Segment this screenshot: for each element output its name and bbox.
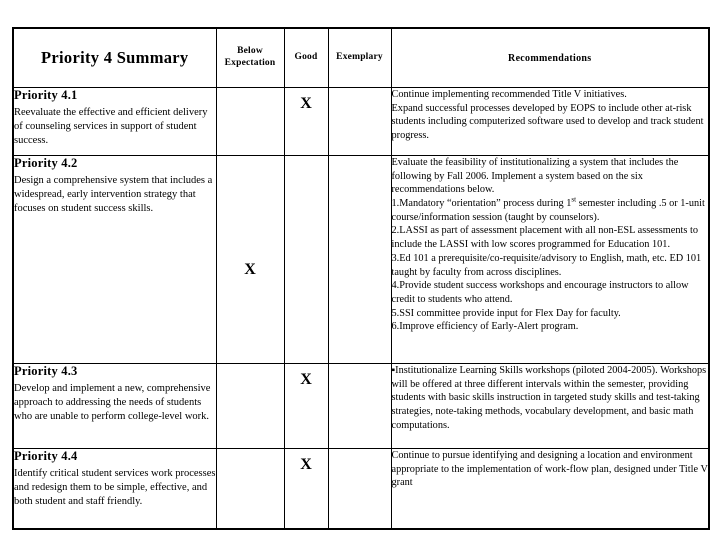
rating-cell-below-expectation: [216, 156, 284, 364]
recommendation-item: 4.Provide student success workshops and encourage instructors to allow credit to students who attend.: [391, 280, 689, 305]
header-below-expectation-line2: Expectation: [224, 58, 276, 68]
recommendation-item: ▪Institutionalize Learning Skills workshops (piloted 2004-2005). Workshops will be offered at three different intervals within the semester, providing students with basic skills instruction in targeted study skills and test-taking strategies, note-taking methods, vocabulary development, and basic math computations.: [391, 365, 707, 431]
recommendation-item: 1.Mandatory “orientation” process during 1st semester including .5 or 1-unit course/information session (taught by counselors).: [391, 195, 705, 223]
rating-cell-good: [284, 156, 328, 364]
ordinal-suffix: st: [571, 195, 577, 204]
table-header-row: [13, 28, 709, 88]
table-row: [13, 88, 709, 156]
header-below-expectation: [217, 46, 284, 70]
header-exemplary: Exemplary: [336, 52, 383, 63]
rating-cell-exemplary: [328, 364, 391, 449]
page-title: Priority 4 Summary: [41, 48, 189, 67]
priority-summary-table: [12, 27, 710, 530]
header-below-expectation-line1: Below: [237, 46, 263, 57]
priority-description: Identify critical student services work processes and redesign them to be simple, effective, and both student and staff friendly.: [14, 468, 216, 507]
rating-cell-good: [284, 449, 328, 530]
rating-cell-below-expectation: [216, 364, 284, 449]
header-cell-recommendations: [391, 28, 709, 88]
recommendation-item: 3.Ed 101 a prerequisite/co-requisite/advisory to English, math, etc. ED 101 taught by faculty from across disciplines.: [391, 252, 702, 278]
priority-title: Priority 4.2: [14, 156, 78, 170]
rating-mark-x: X: [300, 371, 312, 388]
recommendations-cell-4-1: [391, 88, 709, 156]
rating-cell-good: [284, 364, 328, 449]
rating-cell-exemplary: [328, 156, 391, 364]
recommendation-item: Continue to pursue identifying and designing a location and environment appropriate to the implementation of work-flow plan, designed under Title V grant: [391, 450, 708, 489]
rating-cell-good: [284, 88, 328, 156]
recommendations-cell-4-2: [391, 156, 709, 364]
rating-mark-x: X: [300, 456, 312, 473]
table-row: [13, 156, 709, 364]
header-cell-exemplary: [328, 28, 391, 88]
header-cell-good: [284, 28, 328, 88]
recommendation-item: 5.SSI committee provide input for Flex Day for faculty.: [391, 307, 621, 319]
recommendations-cell-4-4: [391, 449, 709, 530]
recommendations-cell-4-3: [391, 364, 709, 449]
priority-cell-4-4: [13, 449, 216, 530]
header-recommendations: Recommendations: [508, 52, 592, 64]
priority-cell-4-3: [13, 364, 216, 449]
priority-title: Priority 4.1: [14, 88, 78, 102]
header-cell-priority: [13, 28, 216, 88]
priority-description: Reevaluate the effective and efficient delivery of counseling services in support of student success.: [14, 107, 208, 146]
table-row: [13, 449, 709, 530]
rating-cell-exemplary: [328, 449, 391, 530]
priority-description: Develop and implement a new, comprehensive approach to addressing the needs of students who are unable to perform college-level work.: [14, 383, 211, 422]
priority-cell-4-2: [13, 156, 216, 364]
header-cell-below-expectation: [216, 28, 284, 88]
recommendation-item: Expand successful processes developed by EOPS to include other at-risk students including computerized software used to develop and track student progress.: [391, 102, 704, 142]
rating-mark-x: X: [244, 261, 256, 278]
recommendation-item: 2.LASSI as part of assessment placement with all non-ESL assessments to include the LASSI with low scores programmed for Education 101.: [391, 225, 698, 251]
rating-cell-exemplary: [328, 88, 391, 156]
recommendation-item: Evaluate the feasibility of institutionalizing a system that includes the following by Fall 2006. Implement a system based on the six recommendations below.: [391, 157, 679, 196]
priority-description: Design a comprehensive system that includes a widespread, early intervention strategy that focuses on student success skills.: [14, 175, 213, 214]
rating-cell-below-expectation: [216, 449, 284, 530]
priority-title: Priority 4.3: [14, 364, 78, 378]
recommendation-item: Continue implementing recommended Title V initiatives.: [391, 89, 627, 100]
header-good: Good: [294, 52, 318, 63]
rating-cell-below-expectation: [216, 88, 284, 156]
priority-title: Priority 4.4: [14, 449, 78, 463]
rating-mark-x: X: [300, 95, 312, 112]
priority-cell-4-1: [13, 88, 216, 156]
table-row: [13, 364, 709, 449]
recommendation-item: 6.Improve efficiency of Early-Alert program.: [391, 321, 579, 333]
